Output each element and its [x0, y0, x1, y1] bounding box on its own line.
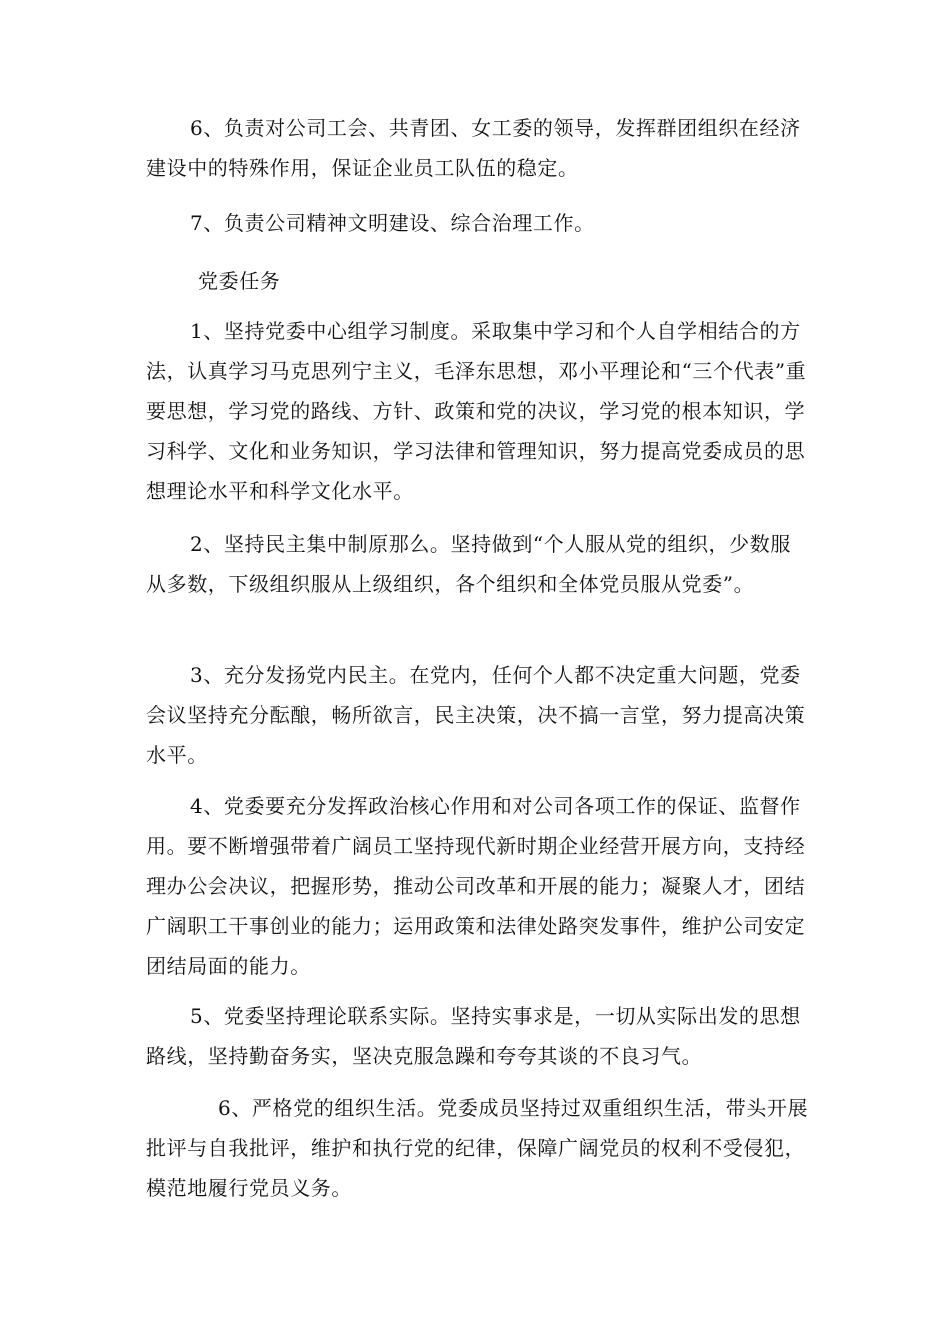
paragraph-task-6-organizational-life: 6、严格党的组织生活。党委成员坚持过双重组织生活，带头开展批评与自我批评，维护和执行党的纪律，保障广阔党员的权利不受侵犯，模范地履行党员义务。 — [146, 1096, 809, 1200]
paragraph-task-5-theory-practice: 5、党委坚持理论联系实际。坚持实事求是，一切从实际出发的思想路线，坚持勤奋务实，坚决克服急躁和夸夸其谈的不良习气。 — [146, 1004, 801, 1068]
paragraph-item-6-mass-organizations: 6、负责对公司工会、共青团、女工委的领导，发挥群团组织在经济建设中的特殊作用，保证企业员工队伍的稳定。 — [146, 116, 801, 180]
paragraph-item-7-civilization: 7、负责公司精神文明建设、综合治理工作。 — [190, 211, 595, 235]
paragraph-task-4-core-role: 4、党委要充分发挥政治核心作用和对公司各项工作的保证、监督作用。要不断增强带着广阔员工坚持现代新时期企业经营开展方向，支持经理办公会决议，把握形势，推动公司改革和开展的能力；凝聚人才，团结广阔职工干事创业的能力；运用政策和法律处路突发事件，维护公司安定团结局面的能力。 — [146, 794, 806, 978]
paragraph-task-2-democratic-centralism: 2、坚持民主集中制原那么。坚持做到“个人服从党的组织，少数服从多数，下级组织服从上级组织，各个组织和全体党员服从党委”。 — [146, 532, 791, 596]
section-heading-party-tasks: 党委任务 — [198, 269, 281, 293]
paragraph-task-3-inner-democracy: 3、充分发扬党内民主。在党内，任何个人都不决定重大问题，党委会议坚持充分酝酿，畅所欲言，民主决策，决不搞一言堂，努力提高决策水平。 — [146, 663, 806, 767]
paragraph-task-1-study-system: 1、坚持党委中心组学习制度。采取集中学习和个人自学相结合的方法，认真学习马克思列宁主义，毛泽东思想，邓小平理论和“三个代表”重要思想，学习党的路线、方针、政策和党的决议，学习党的根本知识，学习科学、文化和业务知识，学习法律和管理知识，努力提高党委成员的思想理论水平和科学文化水平。 — [146, 319, 807, 503]
